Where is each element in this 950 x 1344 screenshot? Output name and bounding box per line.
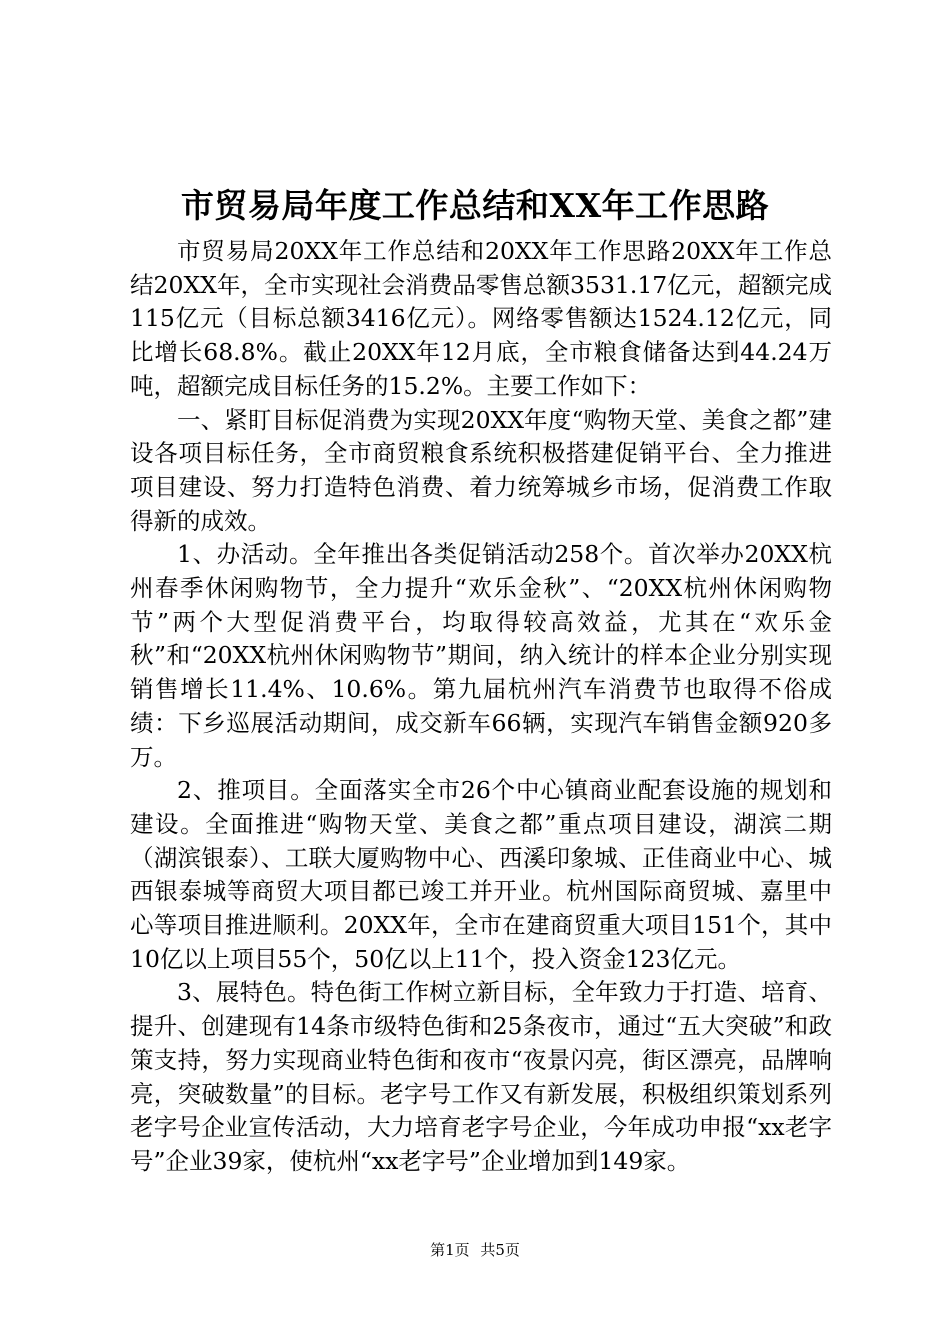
- paragraph-item-activities: 1、办活动。全年推出各类促销活动258个。首次举办20XX杭州春季休闲购物节，全力提升“欢乐金秋”、“20XX杭州休闲购物节”两个大型促消费平台，均取得较高效益，尤其在“欢乐金秋”和“20XX杭州休闲购物节”期间，纳入统计的样本企业分别实现销售增长11.4%、10.6%。第九届杭州汽车消费节也取得不俗成绩：下乡巡展活动期间，成交新车66辆，实现汽车销售金额920多万。: [130, 540, 832, 771]
- paragraph-item-projects: 2、推项目。全面落实全市26个中心镇商业配套设施的规划和建设。全面推进“购物天堂、美食之都”重点项目建设，湖滨二期（湖滨银泰）、工联大厦购物中心、西溪印象城、正佳商业中心、城西银泰城等商贸大项目都已竣工并开业。杭州国际商贸城、嘉里中心等项目推进顺利。20XX年，全市在建商贸重大项目151个，其中10亿以上项目55个，50亿以上11个，投入资金123亿元。: [130, 776, 832, 973]
- document-title: 市贸易局年度工作总结和XX年工作思路: [180, 186, 770, 225]
- document-body: [130, 235, 832, 1179]
- paragraph-summary: 市贸易局20XX年工作总结和20XX年工作思路20XX年工作总结20XX年，全市实现社会消费品零售总额3531.17亿元，超额完成115亿元（目标总额3416亿元）。网络零售额达1524.12亿元，同比增长68.8%。截止20XX年12月底，全市粮食储备达到44.24万吨，超额完成目标任务的15.2%。主要工作如下：: [130, 237, 832, 400]
- paragraph-section-one: 一、紧盯目标促消费为实现20XX年度“购物天堂、美食之都”建设各项目标任务，全市商贸粮食系统积极搭建促销平台、全力推进项目建设、努力打造特色消费、着力统筹城乡市场，促消费工作取得新的成效。: [130, 405, 832, 535]
- page-footer: [0, 1240, 950, 1260]
- paragraph-item-features: 3、展特色。特色街工作树立新目标，全年致力于打造、培育、提升、创建现有14条市级特色街和25条夜市，通过“五大突破”和政策支持，努力实现商业特色街和夜市“夜景闪亮，街区漂亮，品牌响亮，突破数量”的目标。老字号工作又有新发展，积极组织策划系列老字号企业宣传活动，大力培育老字号企业，今年成功申报“xx老字号”企业39家，使杭州“xx老字号”企业增加到149家。: [130, 978, 832, 1175]
- page-total: 共5页: [480, 1241, 520, 1259]
- page-number: 第1页: [430, 1241, 470, 1259]
